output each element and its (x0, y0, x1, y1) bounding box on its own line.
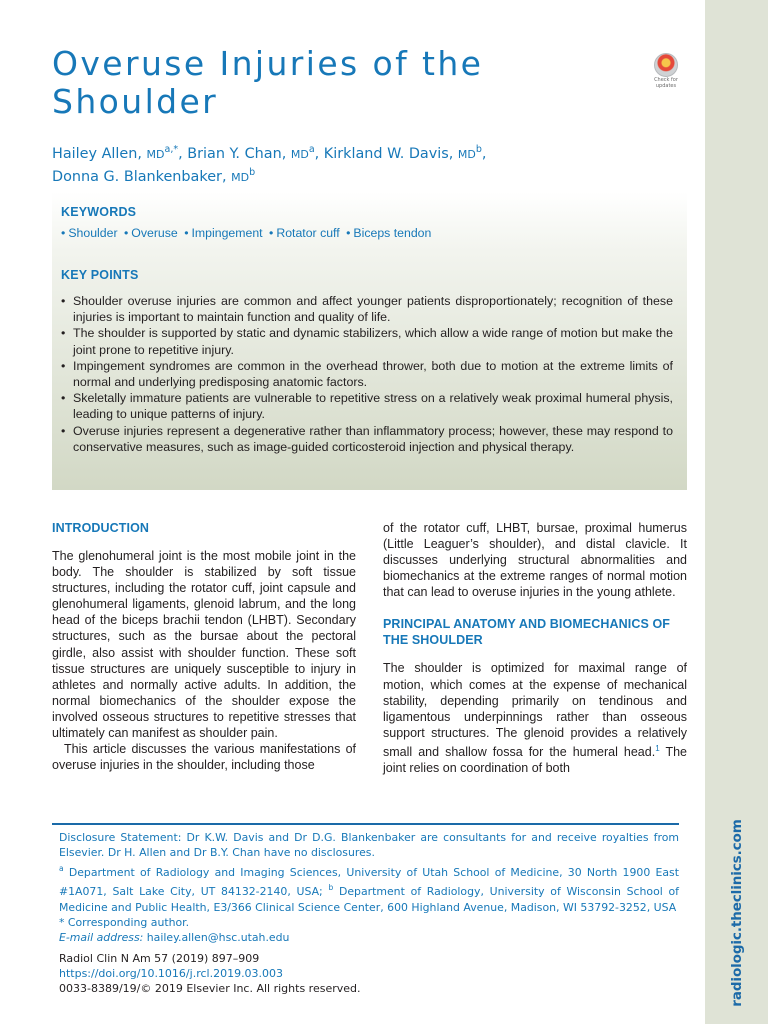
disclosure-statement: Disclosure Statement: Dr K.W. Davis and Dr D.G. Blankenbaker are consultants for and receive royalties from Elsevier. Dr H. Allen and Dr B.Y. Chan have no disclosures. (59, 831, 679, 860)
author-list (52, 141, 652, 187)
keyword-bullet: • (269, 226, 274, 240)
key-point-item: • The shoulder is supported by static and dynamic stabilizers, which allow a wide range of motion but make the joint prone to repetitive injury. (61, 325, 673, 357)
corresponding-author: * Corresponding author. (59, 916, 190, 930)
introduction-paragraph-2: This article discusses the various manifestations of overuse injuries in the shoulder, including those (52, 742, 356, 773)
author-line-2 (52, 164, 652, 187)
journal-citation: Radiol Clin N Am 57 (2019) 897–909 (59, 952, 260, 965)
check-for-updates-badge[interactable] (650, 53, 682, 87)
anatomy-text: The joint relies on coordination of both (383, 744, 687, 776)
reference-link[interactable]: 1 (655, 743, 660, 753)
left-column (52, 520, 356, 773)
citation-block (59, 951, 361, 997)
author-degree: MD (457, 148, 476, 161)
author-separator: , (481, 146, 487, 162)
author-affiliation-mark: a (308, 144, 315, 155)
footnote-divider (52, 823, 679, 825)
keyword-bullet: • (346, 226, 351, 240)
badge-caption (650, 78, 682, 89)
author-degree: MD (146, 148, 165, 161)
author-name: , Brian Y. Chan, (178, 146, 291, 162)
keyword[interactable]: Biceps tendon (353, 226, 432, 240)
keywords-keypoints-box (52, 192, 687, 490)
author-line-1 (52, 141, 652, 164)
author-affiliation-mark: a,* (164, 144, 179, 155)
affiliation-a: Department of Radiology and Imaging Sciences, University of Utah School of Medicine, 30 North 1900 East #1A071, Salt Lake City, UT 84132-2140, USA; (59, 865, 679, 899)
copyright-line: 0033-8389/19/© 2019 Elsevier Inc. All rights reserved. (59, 982, 361, 996)
affiliations (59, 861, 679, 915)
anatomy-text: The shoulder is optimized for maximal range of motion, which comes at the expense of mechanical stability, depending primarily on tendinous and ligamentous underpinnings rather than osseous support structures. The glenoid provides a relatively small and shallow fossa for the humeral head. (383, 661, 687, 759)
keywords-list (61, 226, 434, 240)
author-name: Hailey Allen, (52, 146, 147, 162)
author-degree: MD (231, 171, 250, 184)
keyword-bullet: • (184, 226, 189, 240)
anatomy-heading: PRINCIPAL ANATOMY AND BIOMECHANICS OF THE SHOULDER (383, 617, 671, 648)
author-affiliation-mark: b (475, 144, 482, 155)
badge-line-1: Check for (654, 77, 678, 83)
key-points-list (61, 293, 673, 455)
key-point-item: • Shoulder overuse injuries are common and affect younger patients disproportionately; recognition of these injuries is important to maintain function and quality of life. (61, 293, 673, 325)
keyword[interactable]: Shoulder (68, 226, 118, 240)
affiliation-b: Department of Radiology, University of Wisconsin School of Medicine and Public Health, E3/366 Clinical Science Center, 600 Highland Avenue, Madison, WI 53792-3252, USA (59, 885, 679, 914)
right-column (383, 520, 687, 776)
doi-link[interactable]: https://doi.org/10.1016/j.rcl.2019.03.003 (59, 967, 284, 981)
introduction-paragraph-1: The glenohumeral joint is the most mobile joint in the body. The shoulder is stabilized by soft tissue structures, including the rotator cuff, joint capsule and glenohumeral ligaments, glenoid labrum, and the long head of the biceps brachii tendon (LHBT). Secondary structures, such as the bursae about the pectoral girdle, also assist with shoulder function. These soft tissue structures are uniquely susceptible to injury in athletes and normally active adults. In addition, the normal biomechanics of the shoulder expose the involved osseous structures to repetitive stresses that ultimately can manifest as shoulder pain. (52, 549, 356, 741)
author-degree: MD (290, 148, 309, 161)
affiliation-mark: b (328, 883, 334, 893)
key-point-item: • Impingement syndromes are common in the overhead thrower, both due to motion at the extreme limits of normal and underlying predisposing anatomic factors. (61, 358, 673, 390)
key-point-item: • Skeletally immature patients are vulnerable to repetitive stress on a relatively weak proximal humeral physis, leading to unique patterns of injury. (61, 390, 673, 422)
badge-line-2: updates (655, 82, 677, 89)
email-line (59, 930, 679, 945)
email-link[interactable]: hailey.allen@hsc.utah.edu (143, 931, 290, 945)
keyword[interactable]: Rotator cuff (276, 226, 340, 240)
author-name: , Kirkland W. Davis, (314, 146, 458, 162)
anatomy-paragraph-1 (383, 660, 687, 776)
key-point-item: • Overuse injuries represent a degenerative rather than inflammatory process; however, these may respond to conservative measures, such as image-guided corticosteroid injection and physical therapy. (61, 423, 673, 455)
keyword-bullet: • (61, 226, 66, 240)
introduction-heading: INTRODUCTION (52, 521, 150, 535)
email-label: E-mail address: (59, 931, 144, 945)
footnotes (59, 830, 679, 946)
journal-url[interactable]: radiologic.theclinics.com (729, 819, 745, 1007)
keywords-heading: KEYWORDS (61, 205, 137, 219)
affiliation-mark: a (59, 863, 64, 873)
article-title: Overuse Injuries of the Shoulder (52, 44, 484, 121)
crossmark-icon (654, 53, 678, 77)
keyword[interactable]: Impingement (191, 226, 263, 240)
introduction-paragraph-2-continued: of the rotator cuff, LHBT, bursae, proximal humerus (Little Leaguer’s shoulder), and distal clavicle. It discusses underlying structural abnormalities and biomechanics at the extreme ranges of normal motion that can lead to overuse injuries in the young athlete. (383, 521, 687, 600)
keyword[interactable]: Overuse (131, 226, 178, 240)
keyword-bullet: • (123, 226, 129, 240)
key-points-heading: KEY POINTS (61, 268, 139, 282)
author-name: Donna G. Blankenbaker, (52, 169, 232, 185)
author-affiliation-mark: b (249, 167, 256, 178)
